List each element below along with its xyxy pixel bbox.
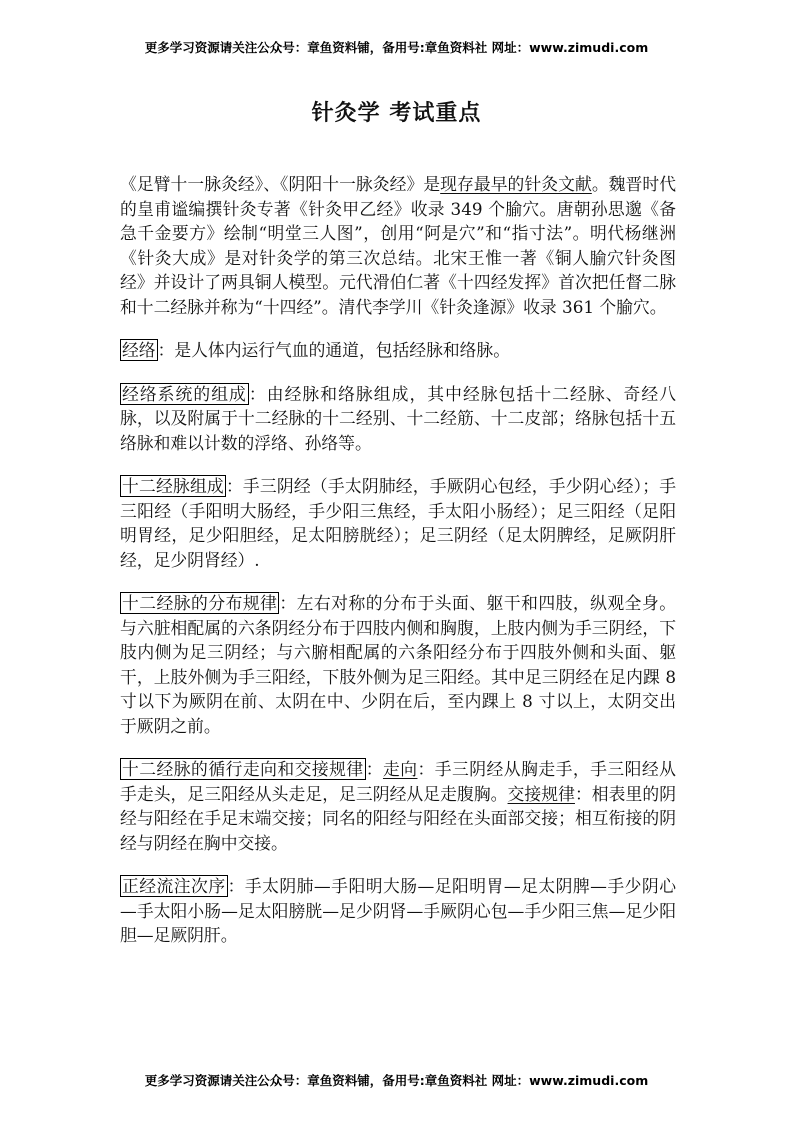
page-footer-banner: 更多学习资源请关注公众号：章鱼资料铺，备用号:章鱼资料社 网址：www.zimudi.com xyxy=(144,1073,649,1088)
paragraph-jingluo xyxy=(120,338,676,363)
paragraph-flow-order xyxy=(120,874,676,948)
paragraph-text: 《足臂十一脉灸经》、《阴阳十一脉灸经》是 xyxy=(120,174,441,194)
document-body xyxy=(120,172,676,967)
paragraph-text: ：左右对称的分布于头面、躯干和四肢，纵观全身。与六脏相配属的六条阴经分布于四肢内侧和胸腹，上肢内侧为手三阴经，下肢内侧为足三阴经；与六腑相配属的六条阳经分布于四肢外侧和头面、躯干，上肢外侧为手三阳经，下肢外侧为足三阳经。其中足三阴经在足内踝 8 寸以下为厥阴在前、太阴在中、少阴在后，至内踝上 8 寸以上，太阴交出于厥阴之前。 xyxy=(120,593,676,736)
paragraph-text: ：是人体内运行气血的通道，包括经脉和络脉。 xyxy=(157,340,510,360)
paragraph-text: ：手太阴肺—手阳明大肠—足阳明胃—足太阴脾—手少阴心—手太阳小肠—足太阳膀胱—足少阴肾—手厥阴心包—手少阳三焦—足少阳胆—足厥阴肝。 xyxy=(120,876,676,945)
boxed-term: 经络 xyxy=(122,340,156,360)
page-title: 针灸学 考试重点 xyxy=(311,101,482,126)
underlined-key-phrase: 现存最早的针灸文献 xyxy=(440,174,592,194)
paragraph-twelve-meridians xyxy=(120,474,676,572)
boxed-term: 正经流注次序 xyxy=(122,876,226,896)
paragraph-direction-connection xyxy=(120,757,676,855)
underlined-subterm: 交接规律 xyxy=(507,783,575,804)
paragraph-text: ： xyxy=(365,759,383,779)
paragraph-text: ：由经脉和络脉组成，其中经脉包括十二经脉、奇经八脉，以及附属于十二经脉的十二经别、十二经筋、十二皮部；络脉包括十五络脉和难以计数的浮络、孙络等。 xyxy=(120,383,676,453)
paragraph-history xyxy=(120,172,676,319)
boxed-term: 经络系统的组成 xyxy=(122,383,247,404)
paragraph-text: 。魏晋时代的皇甫谧编撰针灸专著《针灸甲乙经》收录 349 个腧穴。唐朝孙思邈《备急千金要方》绘制“明堂三人图”，创用“阿是穴”和“指寸法”。明代杨继洲《针灸大成》是对针灸学的第三次总结。北宋王惟一著《铜人腧穴针灸图经》并设计了两具铜人模型。元代滑伯仁著《十四经发挥》首次把任督二脉和十二经脉并称为“十四经”。清代李学川《针灸逢源》收录 361 个腧穴。 xyxy=(120,174,676,317)
boxed-term: 十二经脉组成 xyxy=(122,476,224,496)
paragraph-text: ：相表里的阴经与阳经在手足末端交接；同名的阳经与阳经在头面部交接；相互衔接的阴经与阴经在胸中交接。 xyxy=(120,783,676,853)
page-header-banner: 更多学习资源请关注公众号：章鱼资料铺，备用号:章鱼资料社 网址：www.zimudi.com xyxy=(144,40,649,55)
boxed-term: 十二经脉的分布规律 xyxy=(122,593,278,613)
boxed-term: 十二经脉的循行走向和交接规律 xyxy=(122,759,364,779)
paragraph-text: ：手三阴经（手太阴肺经，手厥阴心包经，手少阴心经）；手三阳经（手阳明大肠经，手少阳三焦经，手太阳小肠经）；足三阳经（足阳明胃经，足少阳胆经，足太阳膀胱经）；足三阴经（足太阴脾经，足厥阴肝经，足少阴肾经）. xyxy=(120,476,676,570)
paragraph-distribution xyxy=(120,591,676,738)
underlined-subterm: 走向 xyxy=(382,759,418,779)
paragraph-text: ：手三阴经从胸走手，手三阳经从手走头，足三阳经从头走足，足三阴经从足走腹胸。 xyxy=(120,759,676,804)
paragraph-system-composition xyxy=(120,382,676,456)
